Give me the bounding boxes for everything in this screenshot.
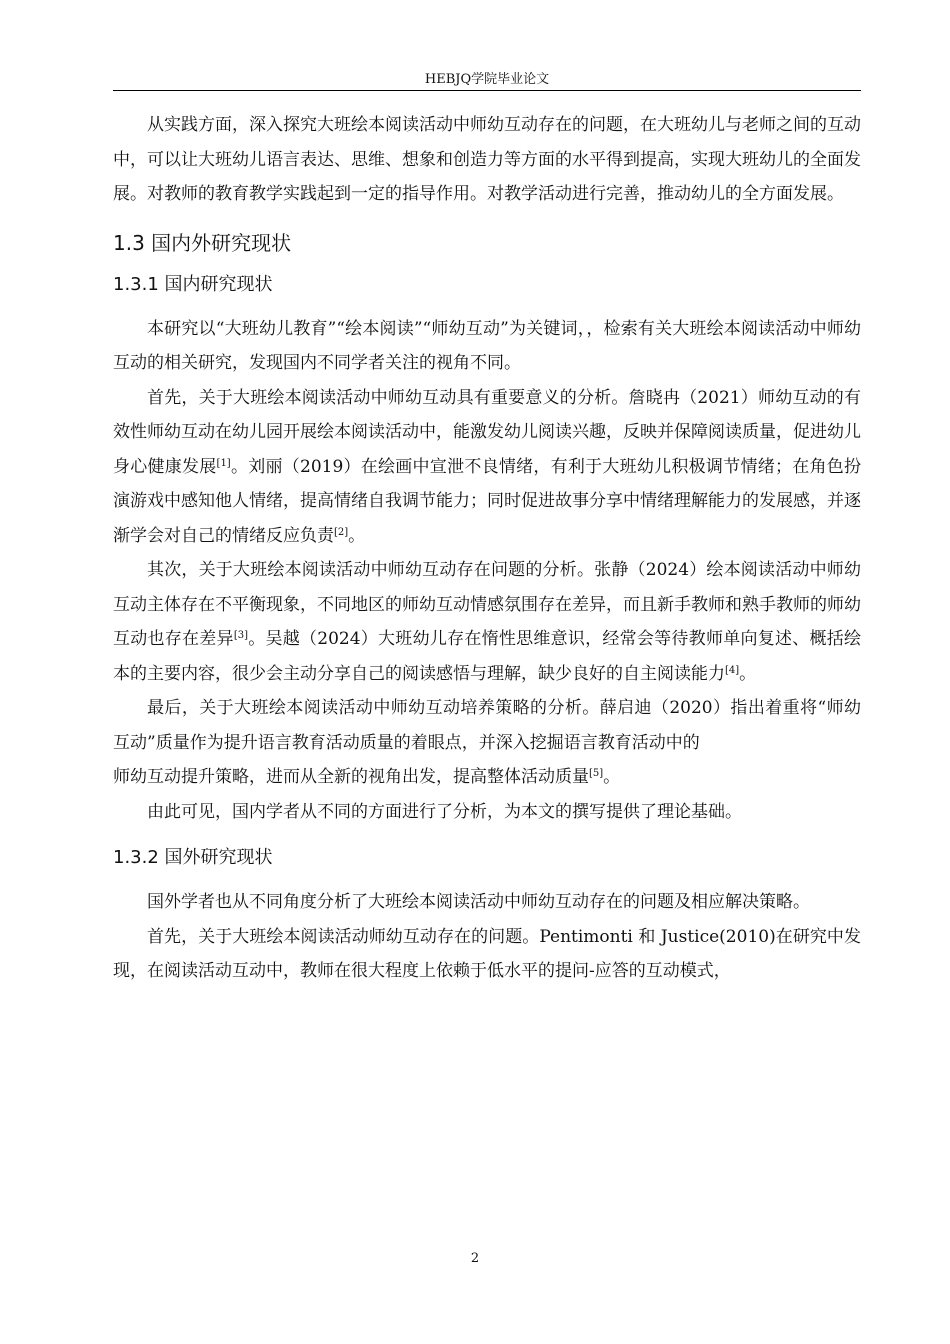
paragraph-problems [113,553,861,691]
paragraph-foreign-problems: 首先，关于大班绘本阅读活动师幼互动存在的问题。Pentimonti 和 Justice(2010)在研究中发现，在阅读活动互动中，教师在很大程度上依赖于低水平的提问-应答的互动模式， [113,926,861,981]
paragraph-summary: 由此可见，国内学者从不同的方面进行了分析，为本文的撰写提供了理论基础。 [147,801,742,822]
section-heading-1-3-2: 1.3.2 国外研究现状 [113,847,273,868]
document-body [113,108,861,989]
text-segment: 。 [348,525,366,546]
paragraph-significance [113,381,861,554]
citation-ref: [2] [334,526,349,538]
intro-paragraph: 从实践方面，深入探究大班绘本阅读活动中师幼互动存在的问题，在大班幼儿与老师之间的互动中，可以让大班幼儿语言表达、思维、想象和创造力等方面的水平得到提高，实现大班幼儿的全面发展。对教师的教育教学实践起到一定的指导作用。对教学活动进行完善，推动幼儿的全方面发展。 [113,115,861,204]
text-segment: 其次，关于大班绘本阅读活动中师幼互动存在问题的分析。张静（2024）绘本阅读活动中师幼互动主体存在不平衡现象，不同地区的师幼互动情感氛围存在差异，而且新手教师和熟手教师的师幼互动也存在差异 [113,560,861,649]
section-heading-1-3-1: 1.3.1 国内研究现状 [113,273,273,295]
paragraph-keywords: 本研究以“大班幼儿教育”“绘本阅读”“师幼互动”为关键词，，检索有关大班绘本阅读活动中师幼互动的相关研究，发现国内不同学者关注的视角不同。 [113,318,861,373]
citation-ref: [5] [589,768,604,779]
text-segment: 。刘丽（2019）在绘画中宣泄不良情绪，有利于大班幼儿积极调节情绪；在角色扮演游戏中感知他人情绪，提高情绪自我调节能力；同时促进故事分享中情绪理解能力的发展感，并逐渐学会对自己的情绪反应负责 [113,456,861,546]
paragraph-strategies-continued [113,760,861,795]
paragraph-foreign-intro: 国外学者也从不同角度分析了大班绘本阅读活动中师幼互动存在的问题及相应解决策略。 [147,892,810,912]
text-segment: 首先，关于大班绘本阅读活动中师幼互动具有重要意义的分析。詹晓冉（2021）师幼互动的有效性师幼互动在幼儿园开展绘本阅读活动中，能激发幼儿阅读兴趣，反映并保障阅读质量，促进幼儿身心健康发展 [113,387,861,477]
page-number: 2 [470,1251,480,1266]
text-segment: 师幼互动提升策略，进而从全新的视角出发，提高整体活动质量 [113,767,589,787]
page-header [113,68,861,91]
section-heading-1-3: 1.3 国内外研究现状 [113,230,292,255]
citation-ref: [3] [233,630,248,641]
text-segment: 。吴越（2024）大班幼儿存在惰性思维意识，经常会等待教师单向复述、概括绘本的主要内容，很少会主动分享自己的阅读感悟与理解，缺少良好的自主阅读能力 [113,629,862,684]
citation-ref: [1] [216,457,231,469]
paragraph-strategies: 最后，关于大班绘本阅读活动中师幼互动培养策略的分析。薛启迪（2020）指出着重将“师幼互动”质量作为提升语言教育活动质量的着眼点，并深入挖掘语言教育活动中的 [113,698,861,753]
citation-ref: [4] [725,664,740,676]
header-title: HEBJQ学院毕业论文 [424,72,550,87]
page-footer [0,1251,950,1266]
text-segment: 。 [603,767,621,787]
text-segment: 。 [739,663,757,684]
